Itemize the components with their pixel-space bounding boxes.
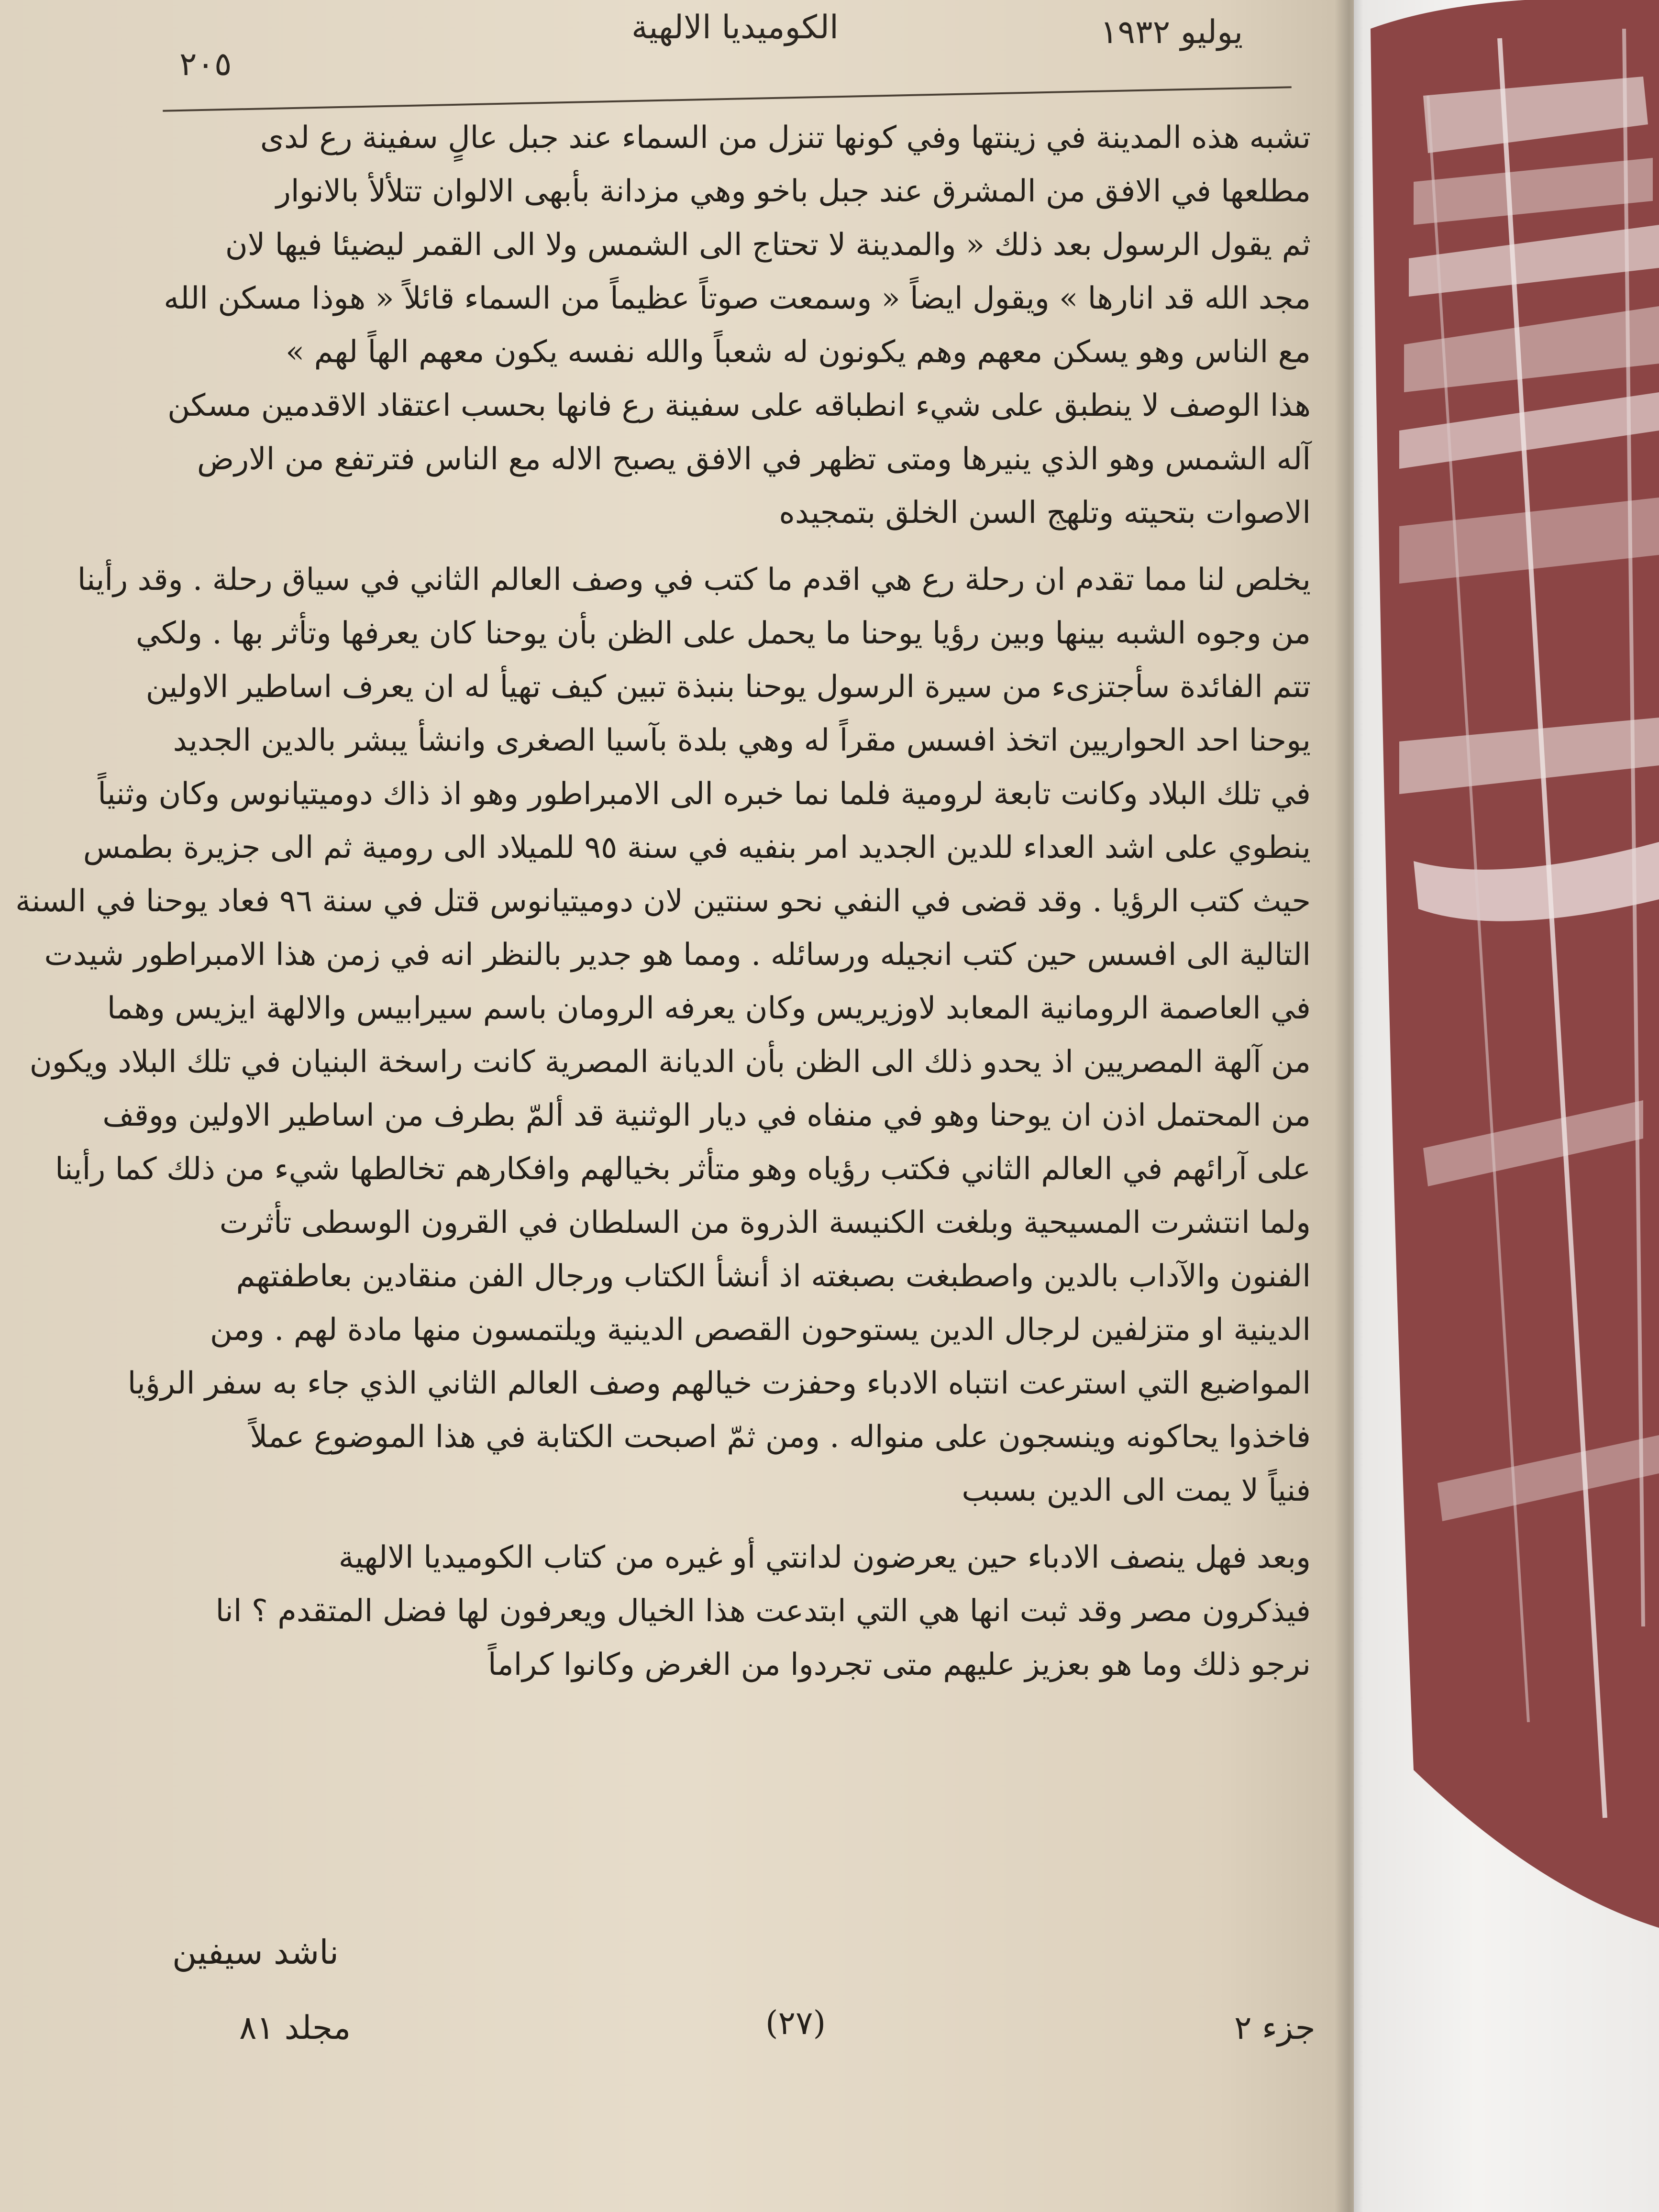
- text-line: مجد الله قد انارها » ويقول ايضاً « وسمعت صوتاً عظيماً من السماء قائلاً « هوذا مسكن الله: [164, 281, 1311, 316]
- text-line: المواضيع التي استرعت انتباه الادباء وحفزت خيالهم وصف العالم الثاني الذي جاء به سفر الرؤيا: [127, 1366, 1311, 1401]
- running-title: الكوميديا الالهية: [631, 9, 839, 46]
- text-line: فنياً لا يمت الى الدين بسبب: [962, 1473, 1311, 1508]
- part-label: جزء ٢: [1234, 2009, 1316, 2047]
- page-number: ٢٠٥: [179, 45, 232, 83]
- text-line: يوحنا احد الحواريين اتخذ افسس مقراً له وهي بلدة بآسيا الصغرى وانشأ يبشر بالدين الجديد: [173, 723, 1311, 758]
- page-gutter: [1335, 0, 1363, 2212]
- text-line: على آرائهم في العالم الثاني فكتب رؤياه وهو متأثر بخيالهم وافكارهم تخالطها شيء من ذلك كما رأينا: [55, 1151, 1311, 1187]
- running-header: [0, 0, 1354, 96]
- text-line: في العاصمة الرومانية المعابد لاوزيريس وكان يعرفه الرومان باسم سيرابيس والالهة ايزيس وهما: [107, 991, 1311, 1026]
- text-line: تتم الفائدة سأجتزىء من سيرة الرسول يوحنا بنبذة تبين كيف تهيأ له ان يعرف اساطير الاولين: [145, 669, 1311, 705]
- text-line: فاخذوا يحاكونه وينسجون على منواله . ومن ثمّ اصبحت الكتابة في هذا الموضوع عملاً: [250, 1419, 1311, 1455]
- text-line: الاصوات بتحيته وتلهج السن الخلق بتمجيده: [779, 495, 1311, 531]
- text-line: فيذكرون مصر وقد ثبت انها هي التي ابتدعت هذا الخيال ويعرفون لها فضل المتقدم ؟ انا: [215, 1593, 1311, 1629]
- page-footer: [0, 1990, 1354, 2067]
- text-line: تشبه هذه المدينة في زينتها وفي كونها تنزل من السماء عند جبل عالٍ سفينة رع لدى: [260, 120, 1311, 155]
- text-line: حيث كتب الرؤيا . وقد قضى في النفي نحو سنتين لان دوميتيانوس قتل في سنة ٩٦ فعاد يوحنا في السنة: [15, 884, 1311, 919]
- text-line: ينطوي على اشد العداء للدين الجديد امر بنفيه في سنة ٩٥ للميلاد الى رومية ثم الى جزيرة بطمس: [83, 830, 1311, 865]
- text-line: مطلعها في الافق من المشرق عند جبل باخو وهي مزدانة بأبهى الالوان تتلألأ بالانوار: [276, 174, 1311, 209]
- sail-photo-image: [1356, 0, 1659, 1928]
- text-line: نرجو ذلك وما هو بعزيز عليهم متى تجردوا من الغرض وكانوا كراماً: [487, 1647, 1311, 1682]
- text-line: هذا الوصف لا ينطبق على شيء انطباقه على سفينة رع فانها بحسب اعتقاد الاقدمين مسكن: [167, 388, 1311, 423]
- text-line: وبعد فهل ينصف الادباء حين يعرضون لدانتي أو غيره من كتاب الكوميديا الالهية: [338, 1540, 1311, 1575]
- text-line: يخلص لنا مما تقدم ان رحلة رع هي اقدم ما كتب في وصف العالم الثاني في سياق رحلة . وقد رأينا: [77, 562, 1311, 597]
- text-line: الدينية او متزلفين لرجال الدين يستوحون القصص الدينية ويلتمسون منها مادة لهم . ومن: [210, 1312, 1311, 1348]
- text-line: ولما انتشرت المسيحية وبلغت الكنيسة الذروة من السلطان في القرون الوسطى تأثرت: [219, 1205, 1311, 1240]
- sheet-number: (٢٧): [765, 2004, 826, 2042]
- issue-date: يوليو ١٩٣٢: [1100, 13, 1243, 51]
- text-line: من آلهة المصريين اذ يحدو ذلك الى الظن بأن الديانة المصرية كانت راسخة البنيان في تلك البلاد ويكون: [29, 1044, 1311, 1080]
- text-line: آله الشمس وهو الذي ينيرها ومتى تظهر في الافق يصبح الاله مع الناس فترتفع من الارض: [197, 442, 1311, 477]
- text-line: ثم يقول الرسول بعد ذلك « والمدينة لا تحتاج الى الشمس ولا الى القمر ليضيئا فيها لان: [225, 227, 1311, 263]
- text-line: من وجوه الشبه بينها وبين رؤيا يوحنا ما يحمل على الظن بأن يوحنا كان يعرفها وتأثر بها . ولكي: [135, 616, 1311, 651]
- article-body: [15, 111, 1311, 2001]
- text-line: التالية الى افسس حين كتب انجيله ورسائله . ومما هو جدير بالنظر انه في زمن هذا الامبراطور شيدت: [44, 937, 1311, 973]
- text-line: في تلك البلاد وكانت تابعة لرومية فلما نما خبره الى الامبراطور وهو اذ ذاك دوميتيانوس وكان وثنياً: [98, 776, 1311, 812]
- text-line: مع الناس وهو يسكن معهم وهم يكونون له شعباً والله نفسه يكون معهم الهاً لهم »: [286, 334, 1311, 370]
- text-line: الفنون والآداب بالدين واصطبغت بصبغته اذ أنشأ الكتاب ورجال الفن منقادين بعاطفتهم: [236, 1259, 1311, 1294]
- author-signature: ناشد سيفين: [172, 1933, 339, 1972]
- text-line: من المحتمل اذن ان يوحنا وهو في منفاه في ديار الوثنية قد ألمّ بطرف من اساطير الاولين ووقف: [102, 1098, 1311, 1133]
- volume-label: مجلد ٨١: [239, 2009, 351, 2047]
